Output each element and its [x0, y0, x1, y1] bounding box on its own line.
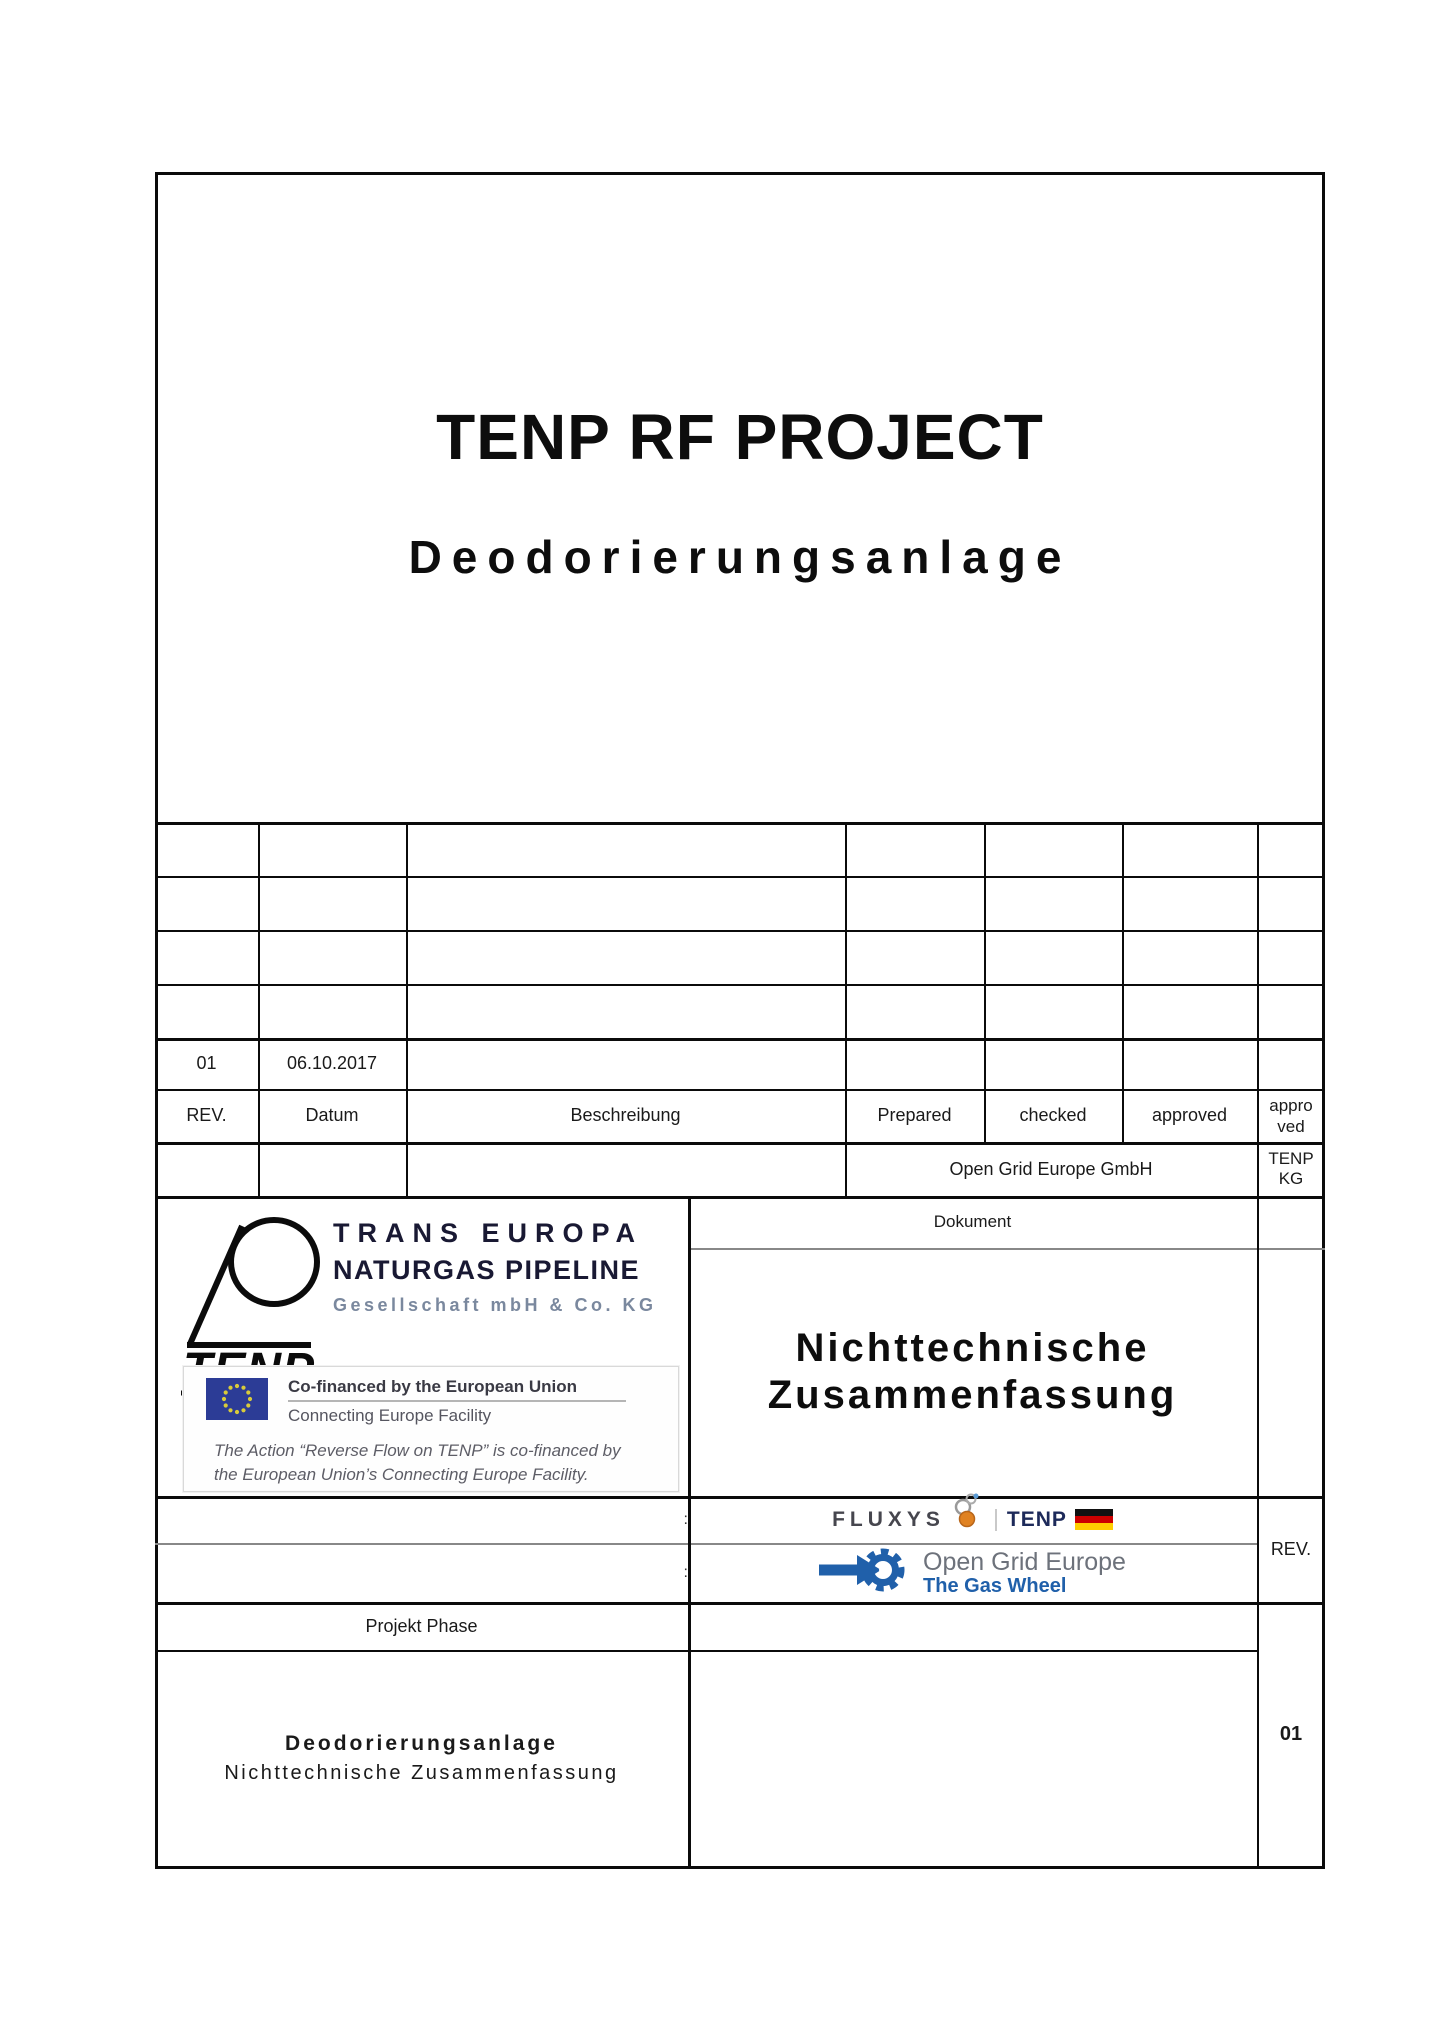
document-title [155, 402, 1325, 472]
oge-text-block [923, 1549, 1126, 1597]
projekt-phase-label: Projekt Phase [365, 1615, 478, 1636]
company-right-line2: KG [1278, 1169, 1304, 1188]
company-right [1257, 1142, 1325, 1196]
dokument-header: Dokument [933, 1212, 1012, 1231]
oge-name-text: Open Grid Europe [923, 1547, 1126, 1576]
column-header-approved: approved [1151, 1105, 1228, 1125]
company-name: Open Grid Europe GmbH [949, 1158, 1153, 1179]
eu-funding-underline [288, 1400, 626, 1402]
column-header-datum: Datum [305, 1105, 359, 1125]
revision-date-value: 06.10.2017 [286, 1053, 378, 1073]
eu-note-line1: The Action “Reverse Flow on TENP” is co-financed by [214, 1441, 621, 1460]
company-right-line1: TENP [1268, 1149, 1314, 1168]
oge-gearwheel-icon [819, 1543, 915, 1602]
column-header-checked: checked [1019, 1105, 1087, 1125]
document-subtitle [155, 527, 1325, 587]
logo-separator [995, 1509, 997, 1531]
tenp-wordmark-block [333, 1218, 657, 1316]
eu-funding-line2: Connecting Europe Facility [288, 1406, 492, 1425]
partner-logos-row [688, 1496, 1257, 1543]
column-header-beschreibung: Beschreibung [570, 1105, 681, 1125]
column-header-rev: REV. [186, 1105, 227, 1125]
rev-column-label: REV. [1270, 1538, 1312, 1559]
meta-row-2-label: : [683, 1563, 688, 1581]
eu-funding-note [214, 1439, 621, 1487]
tenp-line1: TRANS EUROPA [333, 1218, 644, 1248]
tenp-line2: NATURGAS PIPELINE [333, 1255, 641, 1285]
dokument-title-cell [688, 1248, 1257, 1496]
footer-line1: Deodorierungsanlage [285, 1732, 558, 1755]
german-flag-icon [1075, 1509, 1113, 1530]
approved2-line2: ved [1277, 1116, 1305, 1136]
approved2-line1: appro [1269, 1095, 1313, 1115]
oge-logo-row [688, 1543, 1257, 1602]
column-header-approved-2 [1257, 1089, 1325, 1142]
document-subtitle-text: Deodorierungsanlage [408, 531, 1072, 583]
table-rule [155, 930, 1325, 932]
document-page [155, 172, 1325, 1869]
eu-funding-box [183, 1366, 679, 1492]
revision-rev-value: 01 [196, 1053, 217, 1073]
table-rule [155, 876, 1325, 878]
eu-funding-text [288, 1377, 626, 1426]
oge-tagline-text: The Gas Wheel [923, 1574, 1067, 1597]
rev-column-value: 01 [1279, 1722, 1303, 1745]
tenp-small-logo-text: TENP [1006, 1507, 1067, 1531]
eu-note-line2: the European Union’s Connecting Europe Facility. [214, 1465, 589, 1484]
footer-title-cell [155, 1650, 688, 1866]
footer-line2: Nichttechnische Zusammenfassung [224, 1762, 619, 1784]
document-title-text: TENP RF PROJECT [436, 401, 1044, 473]
tenp-line3: Gesellschaft mbH & Co. KG [333, 1295, 657, 1315]
dokument-title-line2: Zusammenfassung [767, 1373, 1178, 1417]
column-header-prepared: Prepared [877, 1105, 952, 1125]
eu-flag-icon [206, 1378, 268, 1425]
dokument-title-line1: Nichttechnische [795, 1326, 1150, 1370]
meta-row-1-label: : [683, 1510, 688, 1528]
eu-funding-line1: Co-financed by the European Union [288, 1377, 578, 1396]
fluxys-molecule-icon [949, 1491, 979, 1534]
tenp-logo-cell [155, 1196, 688, 1496]
table-rule [155, 822, 1325, 825]
table-rule [155, 984, 1325, 986]
fluxys-logo-text: FLUXYS [832, 1507, 945, 1531]
